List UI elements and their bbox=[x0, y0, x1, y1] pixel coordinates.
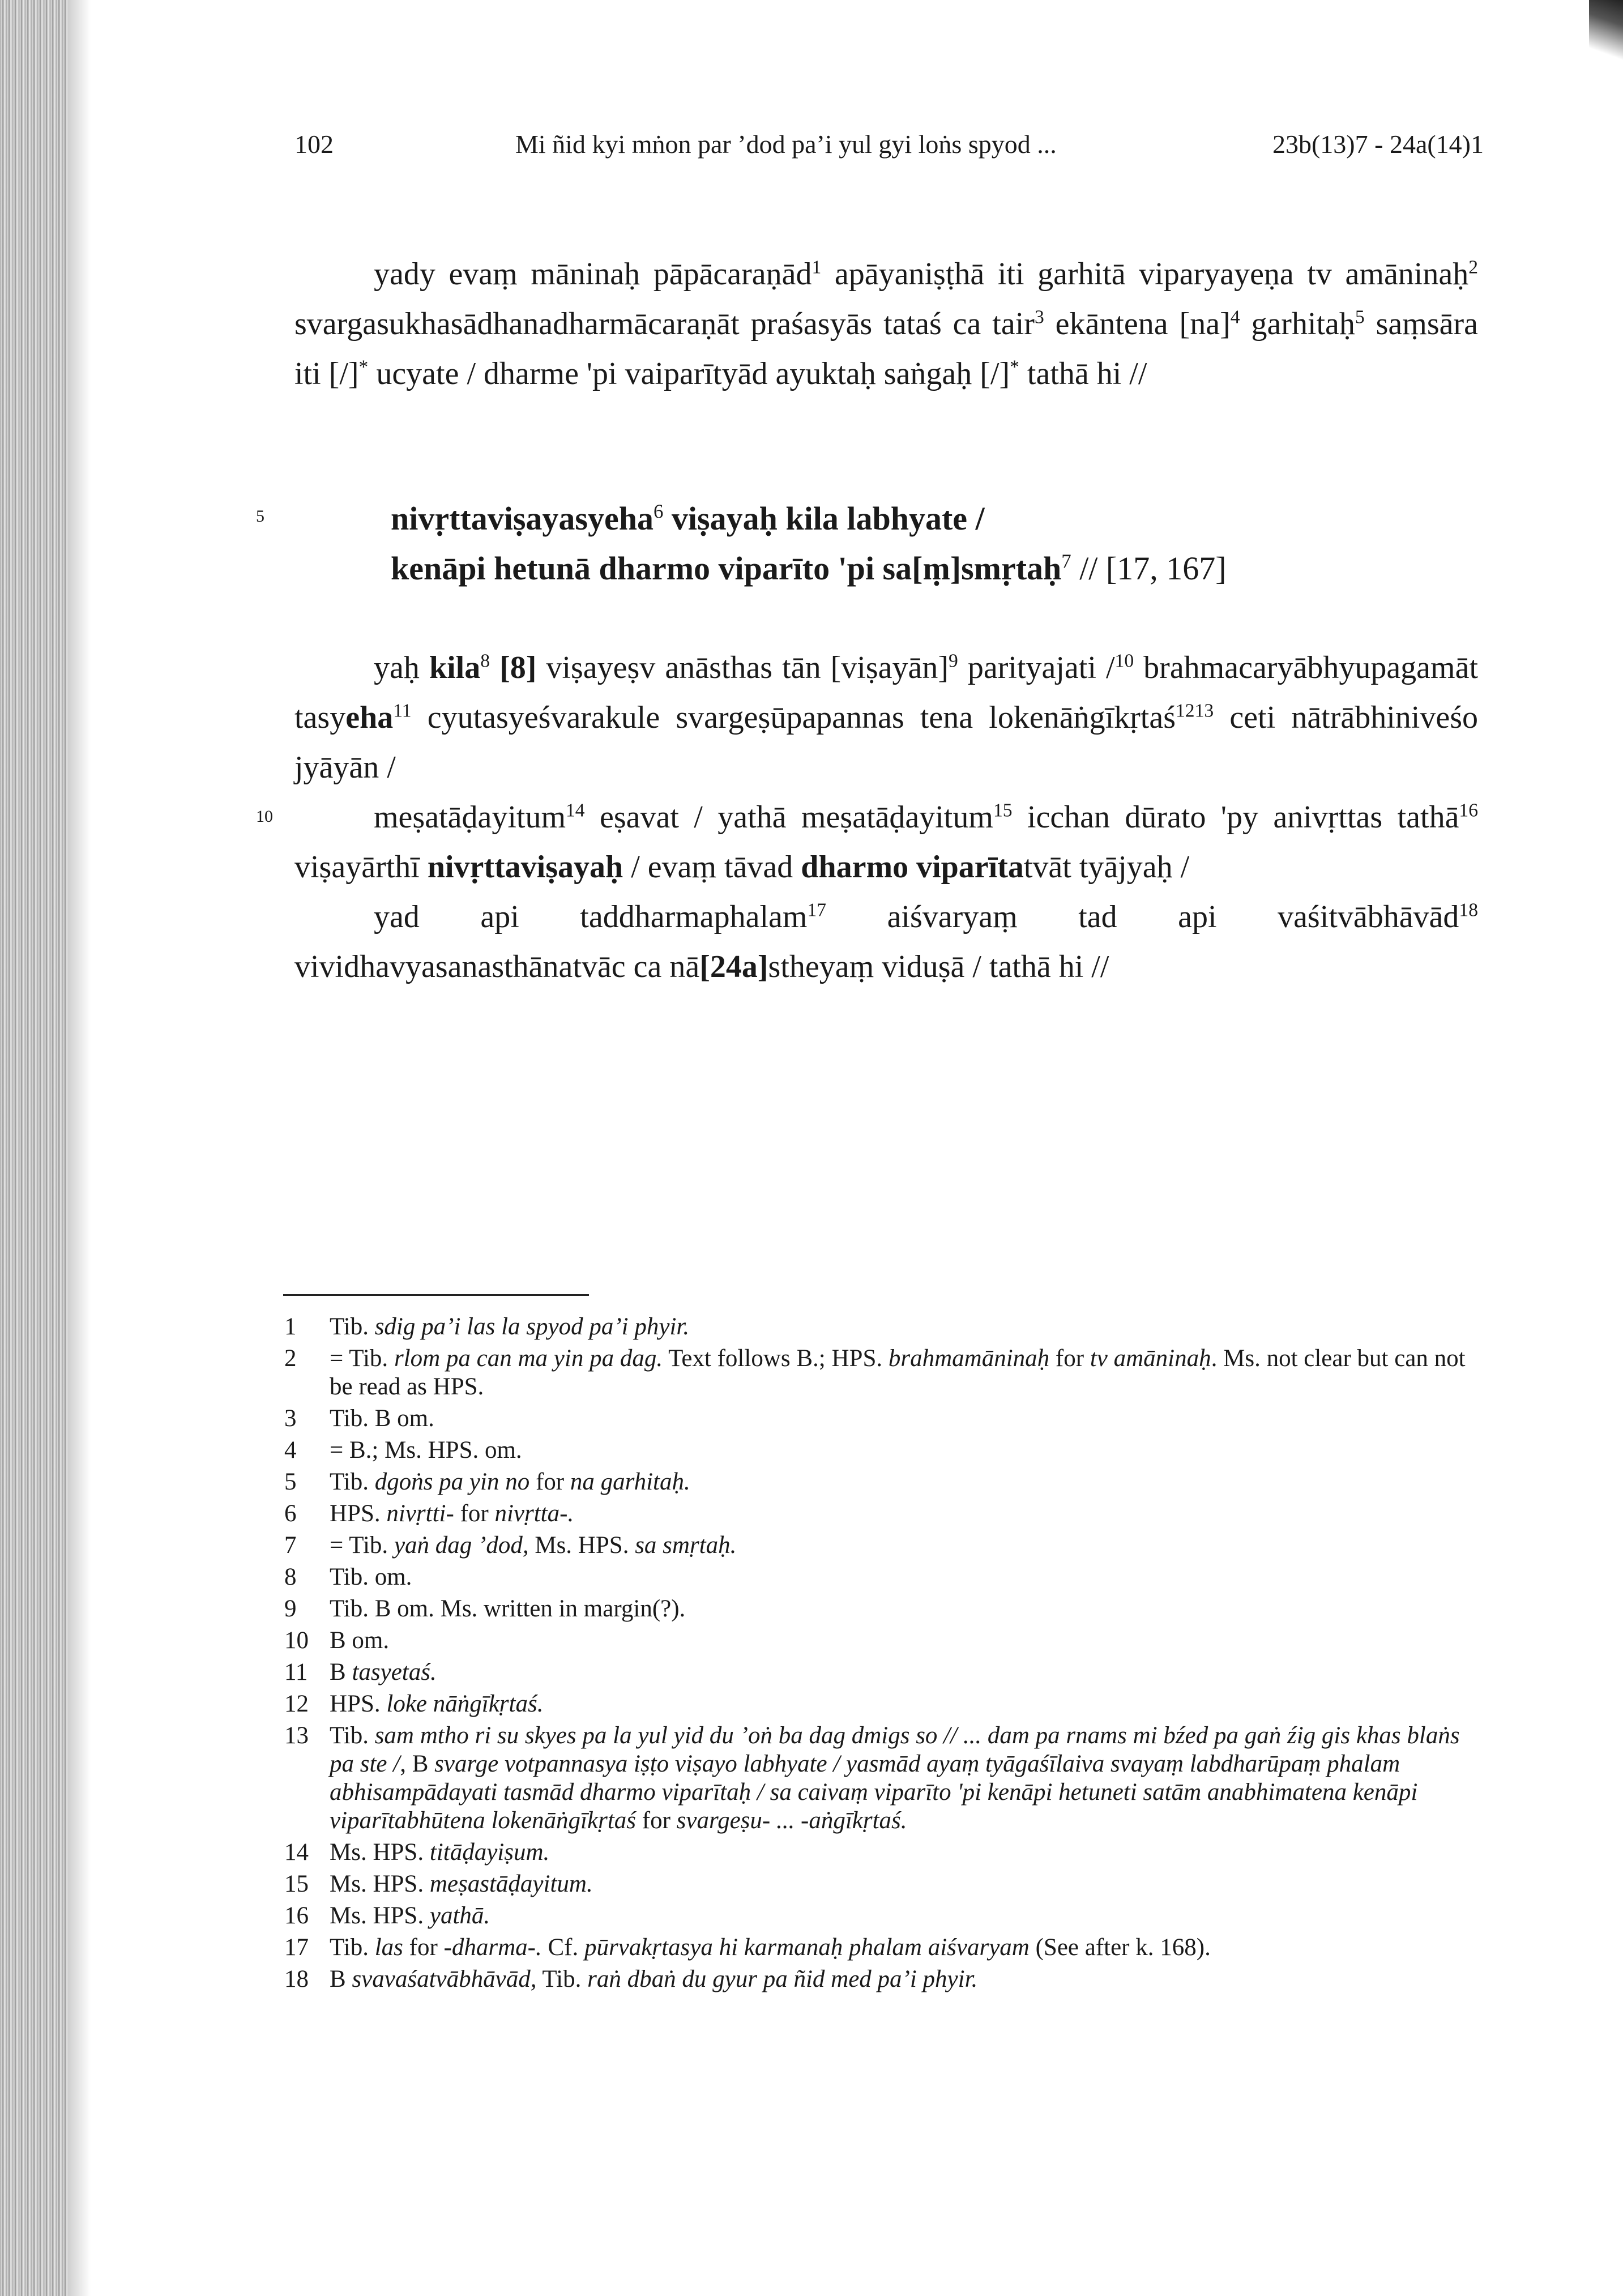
lemma: dharmo viparīta bbox=[801, 850, 1024, 885]
footnote-text: Ms. HPS. bbox=[330, 1902, 430, 1929]
verse-line-2 bbox=[391, 544, 1495, 594]
footnote-number: 7 bbox=[284, 1532, 297, 1559]
footnote-text: = Tib. bbox=[330, 1345, 394, 1372]
footnote-italic: svarge votpannasya iṣṭo viṣayo labhyate / yasmād ayaṃ tyāgaśīlaiva svayaṃ labdharūpaṃ phalam abhisampādayati tasmād dharmo viparītaḥ / sa caivaṃ viparīto 'pi kenāpi hetuneti satām anabhimatena kenāpi viparītabhūtena lokenāṅgīkṛtaś bbox=[330, 1751, 1418, 1834]
text: ekāntena [na] bbox=[1044, 306, 1231, 342]
text: yaḥ bbox=[374, 650, 429, 685]
text: vividhavyasanasthānatvāc ca nā bbox=[294, 949, 700, 984]
footnote-number: 16 bbox=[284, 1902, 309, 1929]
footnote bbox=[277, 1934, 1484, 1962]
footnote-text: for bbox=[636, 1807, 677, 1834]
text: parityajati / bbox=[958, 650, 1115, 685]
footnote-ref: 9 bbox=[949, 650, 958, 672]
footnote-number: 17 bbox=[284, 1934, 309, 1961]
footnote-number: 8 bbox=[284, 1564, 297, 1590]
footnote-italic: raṅ dbaṅ du gyur pa ñid med pa’i phyir. bbox=[587, 1966, 978, 1992]
footnote-text: for bbox=[1049, 1345, 1090, 1372]
folio-marker: [24a] bbox=[699, 949, 768, 984]
commentary-block bbox=[294, 643, 1478, 992]
footnote-number: 3 bbox=[284, 1405, 297, 1432]
footnote-ref: 1 bbox=[812, 257, 822, 278]
footnote bbox=[277, 1690, 1484, 1718]
footnote-text: for bbox=[529, 1469, 570, 1495]
footnote-italic: sdig pa’i las la spyod pa’i phyir. bbox=[374, 1313, 690, 1340]
text: svargasukhasādhanadharmācaraṇāt praśasyās tataś ca tair bbox=[294, 306, 1035, 342]
text: saṃsāra iti [/] bbox=[294, 306, 1478, 391]
book-gutter-edge bbox=[0, 0, 68, 2296]
footnote bbox=[277, 1436, 1484, 1465]
footnote bbox=[277, 1595, 1484, 1623]
footnote-italic: brahmamāninaḥ bbox=[888, 1345, 1050, 1372]
lemma: kila bbox=[429, 650, 481, 685]
footnote-number: 10 bbox=[284, 1627, 309, 1654]
line-number-10: 10 bbox=[256, 807, 273, 826]
folio-reference: 23b(13)7 - 24a(14)1 bbox=[1272, 130, 1484, 159]
line-number-5: 5 bbox=[256, 507, 264, 526]
footnote-italic: rlom pa can ma yin pa dag. bbox=[394, 1345, 663, 1372]
footnote-italic: -dharma-. bbox=[443, 1934, 542, 1961]
text: viṣayārthī bbox=[294, 850, 428, 885]
footnote-text: = Tib. bbox=[330, 1532, 394, 1559]
footnote-italic: loke nāṅgīkṛtaś. bbox=[386, 1691, 544, 1717]
paragraph-4 bbox=[294, 892, 1478, 992]
footnote-number: 12 bbox=[284, 1691, 309, 1717]
paragraph-1 bbox=[294, 249, 1478, 399]
footnote-text: Text follows B.; HPS. bbox=[663, 1345, 889, 1372]
footnote-ref: 1213 bbox=[1175, 700, 1214, 722]
footnote-text: Tib. om. bbox=[330, 1564, 412, 1590]
footnote-text: Tib. bbox=[330, 1469, 375, 1495]
text: icchan dūrato 'py anivṛttas tathā bbox=[1012, 800, 1459, 835]
footnote-italic: yathā. bbox=[429, 1902, 490, 1929]
footnote-italic: sa smṛtaḥ. bbox=[635, 1532, 737, 1559]
footnote-text: Ms. HPS. bbox=[330, 1839, 430, 1866]
text: yad api taddharmaphalam bbox=[374, 899, 808, 934]
footnote-text: , B bbox=[400, 1751, 435, 1777]
verse-text: nivṛttaviṣayasyeha bbox=[391, 500, 654, 537]
footnote-ref: 5 bbox=[1355, 306, 1365, 328]
text: cyutasyeśvarakule svargeṣūpapannas tena lokenāṅgīkṛtaś bbox=[411, 700, 1176, 735]
text: stheyaṃ viduṣā / tathā hi // bbox=[768, 949, 1109, 984]
text: / evaṃ tāvad bbox=[623, 850, 801, 885]
footnote-text: Tib. bbox=[330, 1934, 375, 1961]
footnote bbox=[277, 1722, 1484, 1835]
footnote bbox=[277, 1468, 1484, 1496]
footnote bbox=[277, 1345, 1484, 1401]
footnote bbox=[277, 1870, 1484, 1898]
footnote-italic: tasyetaś. bbox=[352, 1659, 437, 1685]
running-head bbox=[294, 129, 1484, 169]
footnote-rule bbox=[283, 1294, 589, 1296]
verse-block bbox=[391, 494, 1495, 594]
footnote-italic: meṣastāḍayitum. bbox=[429, 1871, 593, 1897]
text: ceti nātrābhiniveśo jyāyān / bbox=[294, 700, 1478, 785]
footnote-ref: 11 bbox=[393, 700, 412, 722]
footnote-ref: 10 bbox=[1114, 650, 1134, 672]
footnote bbox=[277, 1563, 1484, 1591]
footnote-ref: 7 bbox=[1061, 550, 1071, 573]
footnote-ref: 18 bbox=[1459, 899, 1478, 921]
footnote-number: 18 bbox=[284, 1966, 309, 1992]
footnote-italic: pūrvakṛtasya hi karmanaḥ phalam aiśvaryam bbox=[584, 1934, 1030, 1961]
gutter-shadow bbox=[68, 0, 91, 2296]
footnote-text: for bbox=[403, 1934, 444, 1961]
footnote-ref: 14 bbox=[566, 800, 585, 821]
footnote bbox=[277, 1500, 1484, 1528]
footnote-text: B bbox=[330, 1966, 352, 1992]
text: tvāt tyājyaḥ / bbox=[1023, 850, 1190, 885]
footnote-number: 2 bbox=[284, 1345, 297, 1372]
footnote-text: Cf. bbox=[541, 1934, 584, 1961]
lemma: eha bbox=[345, 700, 394, 735]
footnote-ref: 15 bbox=[993, 800, 1013, 821]
running-title: Mi ñid kyi mṅon par ’dod pa’i yul gyi loṅs spyod ... bbox=[515, 130, 1057, 159]
text: tathā hi // bbox=[1019, 356, 1147, 391]
footnote-ref: 3 bbox=[1034, 306, 1044, 328]
footnote-number: 11 bbox=[284, 1659, 308, 1685]
footnote-text: Ms. HPS. bbox=[528, 1532, 635, 1559]
text: meṣatāḍayitum bbox=[374, 800, 566, 835]
footnote-number: 14 bbox=[284, 1839, 309, 1866]
text: viṣayeṣv anāsthas tān [viṣayān] bbox=[536, 650, 949, 685]
footnote bbox=[277, 1627, 1484, 1655]
footnote-number: 4 bbox=[284, 1437, 297, 1463]
footnote bbox=[277, 1405, 1484, 1433]
text: garhitaḥ bbox=[1240, 306, 1355, 342]
verse-text: kenāpi hetunā dharmo viparīto 'pi sa[ṃ]smṛtaḥ bbox=[391, 550, 1062, 587]
footnote-text: HPS. bbox=[330, 1691, 387, 1717]
text: aiśvaryaṃ tad api vaśitvābhāvād bbox=[826, 899, 1459, 934]
footnote-text: Tib. bbox=[536, 1966, 588, 1992]
footnote-text: HPS. bbox=[330, 1500, 387, 1527]
footnote-text: Ms. HPS. bbox=[330, 1871, 430, 1897]
footnote-italic: nivṛtta-. bbox=[494, 1500, 574, 1527]
footnote bbox=[277, 1531, 1484, 1560]
footnote-text: Tib. bbox=[330, 1722, 375, 1749]
scan-corner-mark bbox=[1589, 0, 1623, 74]
asterisk-ref: * bbox=[1010, 356, 1019, 378]
footnote bbox=[277, 1838, 1484, 1867]
verse-text: viṣayaḥ kila labhyate / bbox=[663, 500, 985, 537]
footnote-text: . Ms. not clear but can not be read as HPS. bbox=[330, 1345, 1466, 1400]
folio-marker: [8] bbox=[490, 650, 537, 685]
footnote-number: 1 bbox=[284, 1313, 297, 1340]
footnote-italic: sam mtho ri su skyes pa la yul yid du ’oṅ ba dag dmigs so // ... dam pa rnams mi bźed pa gaṅ źig gis khas blaṅs pa ste / bbox=[330, 1722, 1460, 1777]
footnote-text: = B.; Ms. HPS. om. bbox=[330, 1437, 522, 1463]
footnote-ref: 17 bbox=[807, 899, 827, 921]
footnote-number: 9 bbox=[284, 1595, 297, 1622]
footnote-ref: 16 bbox=[1459, 800, 1478, 821]
lemma: nivṛttaviṣayaḥ bbox=[427, 850, 623, 885]
page-number: 102 bbox=[294, 130, 334, 159]
footnote-ref: 8 bbox=[480, 650, 490, 672]
footnote bbox=[277, 1902, 1484, 1930]
footnote-text: (See after k. 168). bbox=[1029, 1934, 1211, 1961]
footnote-text: Tib. B om. bbox=[330, 1405, 434, 1432]
footnote-ref: 2 bbox=[1468, 257, 1479, 278]
verse-line-1 bbox=[391, 494, 1495, 544]
text: eṣavat / yathā meṣatāḍayitum bbox=[584, 800, 993, 835]
text: yady evaṃ māninaḥ pāpācaraṇād bbox=[374, 257, 812, 292]
footnote-list bbox=[277, 1313, 1484, 1997]
footnote-italic: yaṅ dag ’dod, bbox=[394, 1532, 529, 1559]
paragraph-2 bbox=[294, 643, 1478, 792]
footnote-text: B bbox=[330, 1659, 352, 1685]
footnote-number: 13 bbox=[284, 1722, 309, 1749]
footnote-text: B om. bbox=[330, 1627, 390, 1654]
text: brahmacaryābhyupagamāt tasy bbox=[294, 650, 1478, 735]
footnote-text: Tib. B om. Ms. written in margin(?). bbox=[330, 1595, 686, 1622]
footnote-italic: las bbox=[374, 1934, 403, 1961]
footnote-italic: titāḍayiṣum. bbox=[429, 1839, 550, 1866]
footnote bbox=[277, 1965, 1484, 1994]
paragraph-3 bbox=[294, 792, 1478, 892]
footnote-number: 15 bbox=[284, 1871, 309, 1897]
footnote-italic: tv amāninaḥ bbox=[1090, 1345, 1211, 1372]
footnote-number: 5 bbox=[284, 1469, 297, 1495]
footnote-ref: 6 bbox=[654, 500, 664, 523]
footnote-italic: svavaśatvābhāvād, bbox=[352, 1966, 537, 1992]
footnote-text: Tib. bbox=[330, 1313, 375, 1340]
text: ucyate / dharme 'pi vaiparītyād ayuktaḥ saṅgaḥ [/] bbox=[368, 356, 1010, 391]
footnote bbox=[277, 1313, 1484, 1341]
footnote-italic: svargeṣu- ... -aṅgīkṛtaś. bbox=[676, 1807, 907, 1834]
footnote-italic: na garhitaḥ. bbox=[570, 1469, 690, 1495]
footnote-ref: 4 bbox=[1230, 306, 1240, 328]
footnote-number: 6 bbox=[284, 1500, 297, 1527]
footnote bbox=[277, 1658, 1484, 1687]
text: apāyaniṣṭhā iti garhitā viparyayeṇa tv amāninaḥ bbox=[821, 257, 1469, 292]
footnote-italic: dgoṅs pa yin no bbox=[374, 1469, 530, 1495]
footnote-text: for bbox=[454, 1500, 495, 1527]
verse-reference: // [17, 167] bbox=[1071, 550, 1227, 587]
asterisk-ref: * bbox=[358, 356, 369, 378]
footnote-italic: nivṛtti- bbox=[386, 1500, 454, 1527]
